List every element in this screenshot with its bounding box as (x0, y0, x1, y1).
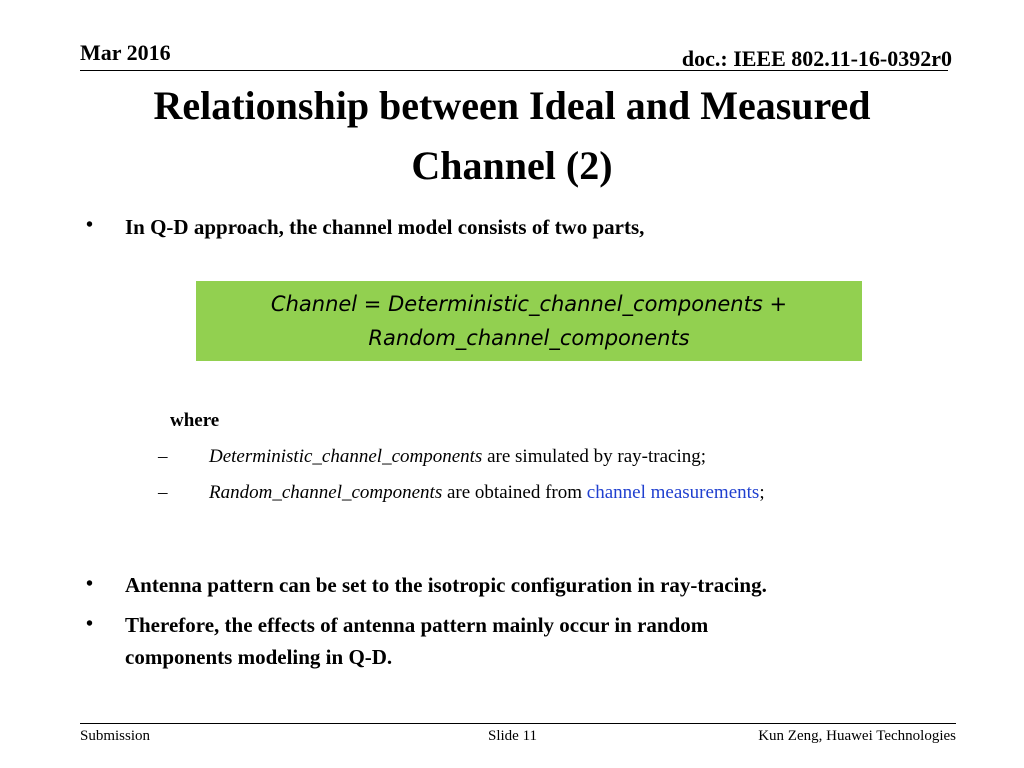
bullet-text-2: Antenna pattern can be set to the isotropic configuration in ray-tracing. (125, 573, 767, 597)
where-label: where (170, 410, 220, 431)
bullet-text-1: In Q-D approach, the channel model consists of two parts, (125, 215, 645, 239)
sub-item-2 (209, 482, 765, 504)
header-divider (80, 70, 948, 71)
footer-submission: Submission (80, 728, 151, 744)
sub-item-2-term: Random_channel_components (209, 482, 443, 503)
footer-slide-number: Slide 11 (488, 728, 538, 744)
sub-item-1 (209, 446, 706, 468)
bullet-text-3 (125, 609, 708, 673)
slide-title-line-2: Channel (2) (411, 143, 613, 188)
slide-title (60, 83, 964, 188)
sub-item-1-text: are simulated by ray-tracing; (482, 446, 707, 467)
footer-author: Kun Zeng, Huawei Technologies (758, 728, 956, 744)
bullet-marker: • (86, 573, 94, 595)
sub-item-2-text: are obtained from (442, 482, 587, 503)
bullet-text-3-line-2: components modeling in Q-D. (125, 645, 393, 669)
dash-marker: – (158, 446, 168, 467)
sub-item-1-term: Deterministic_channel_components (209, 446, 483, 467)
dash-marker: – (158, 482, 168, 503)
header-doc-id: doc.: IEEE 802.11-16-0392r0 (681, 46, 952, 71)
formula-line-2: Random_channel_components (368, 326, 690, 350)
slide-title-line-1: Relationship between Ideal and Measured (153, 83, 871, 128)
formula-line-1: Channel = Deterministic_channel_components + (270, 292, 788, 316)
footer-divider (80, 723, 956, 724)
bullet-marker: • (86, 613, 94, 635)
bullet-marker: • (86, 214, 94, 236)
header-date: Mar 2016 (80, 40, 171, 65)
bullet-text-3-line-1: Therefore, the effects of antenna pattern mainly occur in random (125, 613, 709, 637)
sub-item-2-end: ; (759, 482, 765, 503)
formula-box (196, 281, 862, 361)
channel-measurements-link[interactable]: channel measurements (586, 482, 760, 503)
